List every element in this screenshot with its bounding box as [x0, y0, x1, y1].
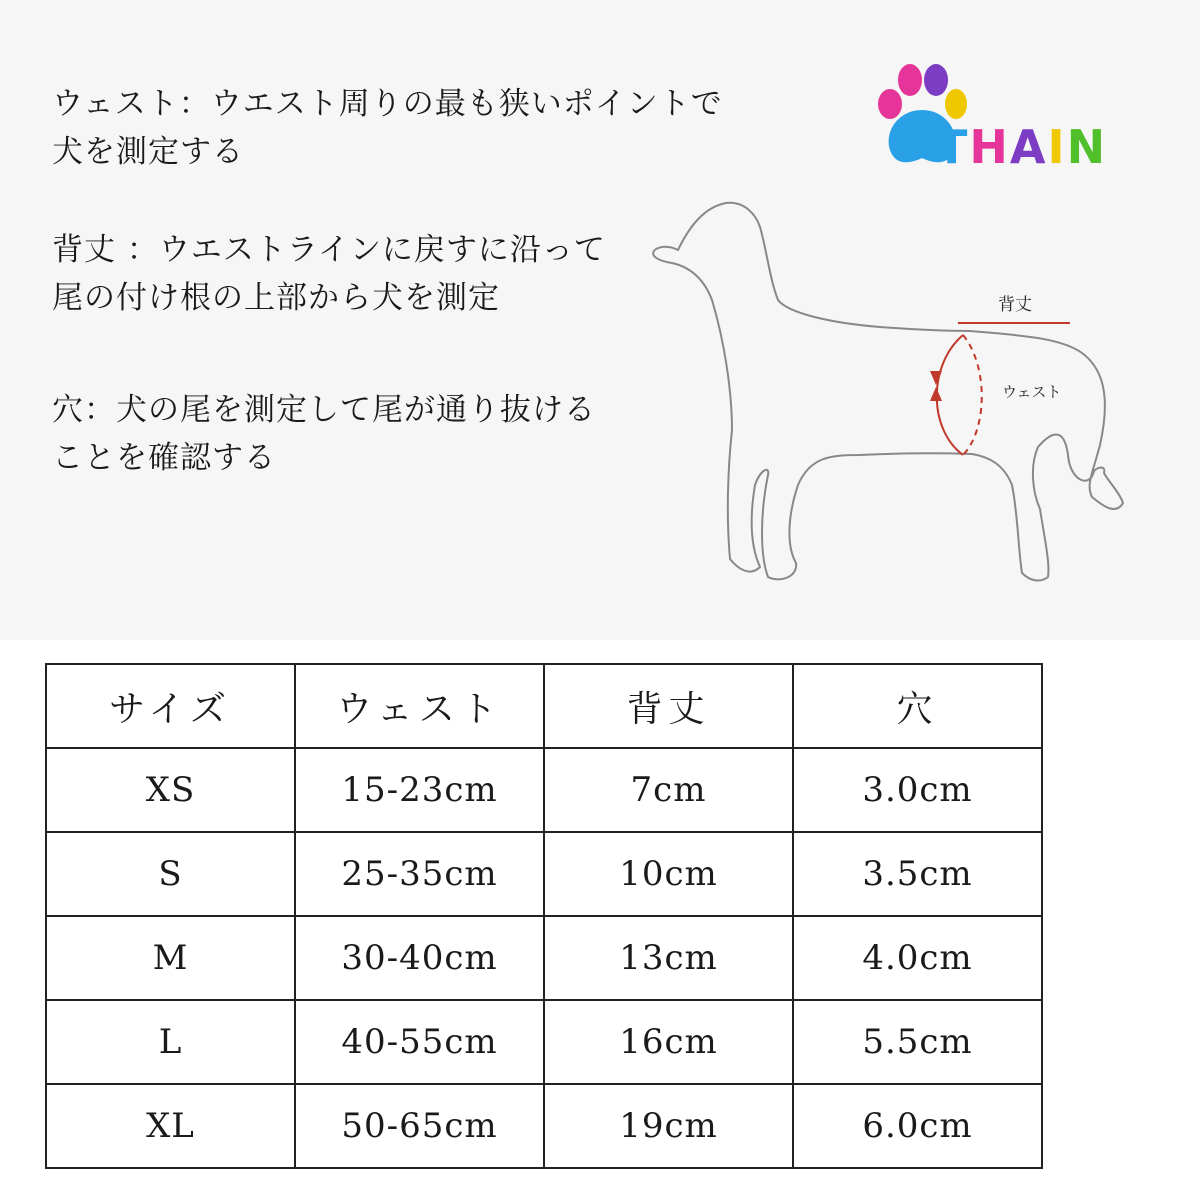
brand-letter: I: [1047, 120, 1067, 174]
header-back-length: 背丈: [544, 664, 793, 748]
header-waist: ウェスト: [295, 664, 544, 748]
hole-instruction-line-1: 穴：犬の尾を測定して尾が通り抜ける: [52, 392, 596, 428]
hole-cell: 3.5cm: [793, 832, 1042, 916]
waist-cell: 30-40cm: [295, 916, 544, 1000]
size-chart-table: [45, 663, 1043, 1169]
hole-cell: 4.0cm: [793, 916, 1042, 1000]
waist-cell: 25-35cm: [295, 832, 544, 916]
size-cell: M: [46, 916, 295, 1000]
brand-letter: T: [936, 120, 970, 174]
size-cell: S: [46, 832, 295, 916]
waist-arrow-up: [930, 387, 942, 401]
header-size: サイズ: [46, 664, 295, 748]
brand-letter: H: [969, 120, 1010, 174]
brand-logo: [870, 62, 1108, 187]
brand-letter: A: [1009, 120, 1048, 174]
hole-instruction: [52, 386, 596, 482]
brand-wordmark: [936, 120, 1108, 174]
table-row: [46, 1000, 1042, 1084]
waist-cell: 15-23cm: [295, 748, 544, 832]
hole-cell: 6.0cm: [793, 1084, 1042, 1168]
hole-cell: 5.5cm: [793, 1000, 1042, 1084]
waist-cell: 50-65cm: [295, 1084, 544, 1168]
waist-cell: 40-55cm: [295, 1000, 544, 1084]
table-header-row: [46, 664, 1042, 748]
hole-instruction-line-2: ことを確認する: [52, 440, 276, 476]
table-row: [46, 748, 1042, 832]
waist-measure-back: [963, 335, 982, 455]
back-length-cell: 7cm: [544, 748, 793, 832]
back-length-instruction-line-1: 背丈 ：ウエストラインに戻すに沿って: [52, 232, 606, 268]
size-cell: L: [46, 1000, 295, 1084]
waist-instruction: [52, 80, 723, 176]
back-length-cell: 16cm: [544, 1000, 793, 1084]
table-row: [46, 832, 1042, 916]
waist-label: ウェスト: [1002, 383, 1062, 401]
size-cell: XS: [46, 748, 295, 832]
back-length-instruction: [52, 226, 606, 322]
waist-instruction-line-2: 犬を測定する: [52, 134, 244, 170]
back-length-label: 背丈: [998, 295, 1032, 315]
header-hole: 穴: [793, 664, 1042, 748]
back-length-cell: 19cm: [544, 1084, 793, 1168]
hole-cell: 3.0cm: [793, 748, 1042, 832]
waist-measure-front: [937, 335, 963, 455]
back-length-instruction-line-2: 尾の付け根の上部から犬を測定: [52, 280, 500, 316]
table-row: [46, 916, 1042, 1000]
waist-arrow-down: [930, 371, 942, 385]
waist-instruction-line-1: ウェスト：ウエスト周りの最も狭いポイントで: [52, 86, 723, 122]
back-length-cell: 13cm: [544, 916, 793, 1000]
back-length-cell: 10cm: [544, 832, 793, 916]
dog-measurement-diagram: [620, 185, 1140, 605]
table-row: [46, 1084, 1042, 1168]
size-cell: XL: [46, 1084, 295, 1168]
brand-letter: N: [1066, 120, 1108, 174]
